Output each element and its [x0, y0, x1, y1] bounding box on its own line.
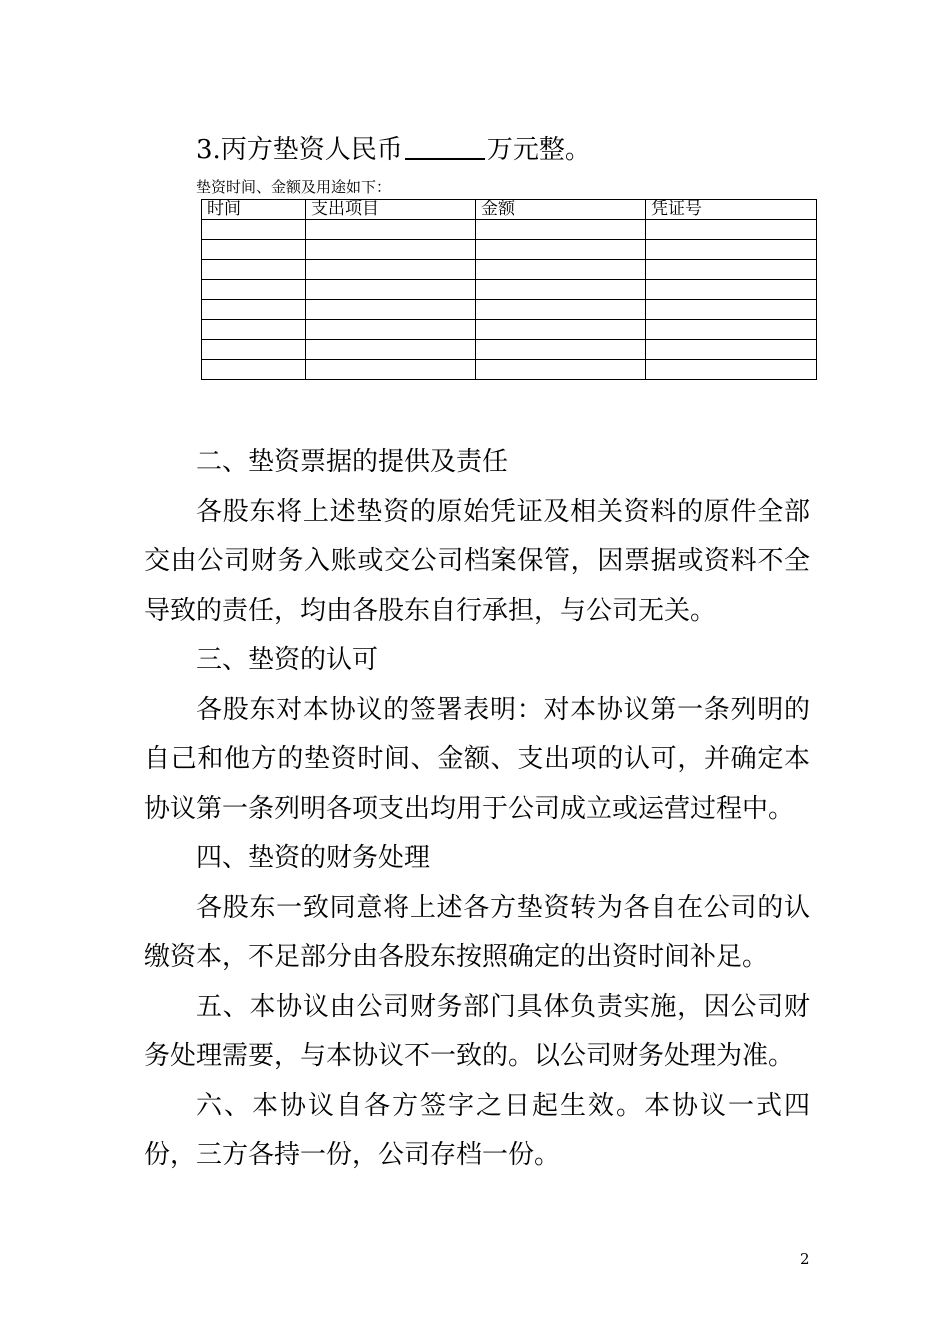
table-cell — [646, 340, 817, 360]
table-row — [202, 320, 817, 340]
section-3-prefix: 3.丙方垫资人民币 — [196, 135, 403, 165]
table-cell — [646, 240, 817, 260]
table-cell — [646, 220, 817, 240]
table-row — [202, 280, 817, 300]
body-text — [144, 438, 810, 1181]
table-cell — [306, 320, 476, 340]
section-3-body: 各股东对本协议的签署表明：对本协议第一条列明的自己和他方的垫资时间、金额、支出项的认可，并确定本协议第一条列明各项支出均用于公司成立或运营过程中。 — [144, 694, 810, 824]
table-row — [202, 220, 817, 240]
table-cell — [646, 300, 817, 320]
table-cell — [306, 280, 476, 300]
column-header-amount: 金额 — [476, 200, 646, 220]
table-cell — [476, 260, 646, 280]
table-cell — [476, 360, 646, 380]
table-cell — [306, 300, 476, 320]
table-cell — [202, 320, 306, 340]
advance-payment-table — [201, 199, 817, 380]
section-2-body: 各股东将上述垫资的原始凭证及相关资料的原件全部交由公司财务入账或交公司档案保管，因票据或资料不全导致的责任，均由各股东自行承担，与公司无关。 — [144, 496, 810, 626]
column-header-voucher-number: 凭证号 — [646, 200, 817, 220]
section-4-body: 各股东一致同意将上述各方垫资转为各自在公司的认缴资本，不足部分由各股东按照确定的出资时间补足。 — [144, 892, 810, 972]
page-number: 2 — [800, 1250, 810, 1268]
table-cell — [202, 300, 306, 320]
table-cell — [202, 240, 306, 260]
amount-blank — [405, 132, 485, 160]
table-cell — [476, 320, 646, 340]
section-2-heading: 二、垫资票据的提供及责任 — [196, 447, 509, 477]
table-cell — [202, 260, 306, 280]
table-cell — [202, 220, 306, 240]
section-3-heading — [196, 132, 591, 168]
table-cell — [476, 340, 646, 360]
section-3-suffix: 万元整。 — [486, 135, 591, 165]
table-cell — [306, 220, 476, 240]
section-6-paragraph: 六、本协议自各方签字之日起生效。本协议一式四份，三方各持一份，公司存档一份。 — [144, 1090, 810, 1170]
table-cell — [646, 280, 817, 300]
table-cell — [476, 300, 646, 320]
table-cell — [476, 220, 646, 240]
table-cell — [202, 360, 306, 380]
section-5-paragraph: 五、本协议由公司财务部门具体负责实施，因公司财务处理需要，与本协议不一致的。以公司财务处理为准。 — [144, 991, 810, 1071]
table-cell — [202, 280, 306, 300]
table-row — [202, 300, 817, 320]
table-row — [202, 260, 817, 280]
table-cell — [306, 360, 476, 380]
section-4-heading: 四、垫资的财务处理 — [196, 843, 431, 873]
table-header-row — [202, 200, 817, 220]
column-header-expense-item: 支出项目 — [306, 200, 476, 220]
table-row — [202, 240, 817, 260]
table-cell — [646, 260, 817, 280]
table-cell — [646, 360, 817, 380]
table-cell — [306, 260, 476, 280]
table-cell — [646, 320, 817, 340]
table-cell — [306, 340, 476, 360]
table-cell — [202, 340, 306, 360]
table-row — [202, 340, 817, 360]
table-cell — [476, 240, 646, 260]
column-header-time: 时间 — [202, 200, 306, 220]
table-cell — [306, 240, 476, 260]
section-3-heading-text: 三、垫资的认可 — [196, 645, 379, 675]
table-row — [202, 360, 817, 380]
table-cell — [476, 280, 646, 300]
table-caption: 垫资时间、金额及用途如下： — [196, 178, 392, 196]
